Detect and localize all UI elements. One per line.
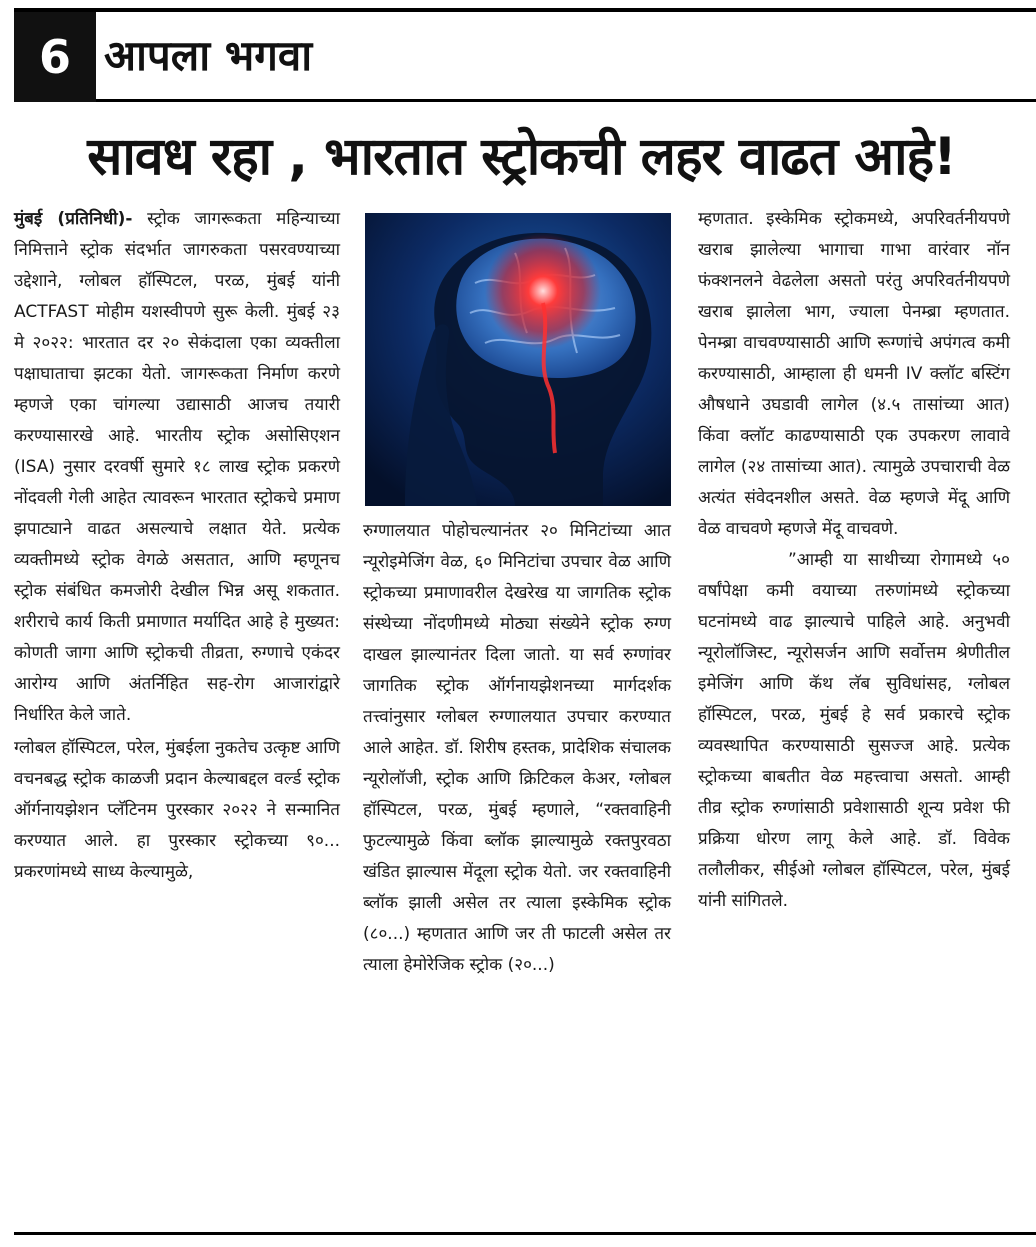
column3-paragraph-1: म्हणतात. इस्केमिक स्ट्रोकमध्ये, अपरिवर्तनीयपणे खराब झालेल्या भागाचा गाभा वारंवार नॉन फंक्शनलने वेढलेला असतो परंतु अपरिवर्तनीयपणे खराब झालेला भाग, ज्याला पेनम्ब्रा म्हणतात. पेनम्ब्रा वाचवण्यासाठी आणि रूग्णांचे अपंगत्व कमी करण्यासाठी, आम्हाला ही धमनी IV क्लॉट बस्टिंग औषधाने उघडावी लागेल (४.५ तासांच्या आत) किंवा क्लॉट काढण्यासाठी एक उपकरण लावावे लागेल (२४ तासांच्या आत). त्यामुळे उपचाराची वेळ अत्यंत संवेदनशील असते. वेळ म्हणजे मेंदू आणि वेळ वाचवणे म्हणजे मेंदू वाचवणे. [698, 209, 1010, 539]
article-column-1 [14, 204, 340, 888]
column1-paragraph-2: ग्लोबल हॉस्पिटल, परेल, मुंबईला नुकतेच उत्कृष्ट आणि वचनबद्ध स्ट्रोक काळजी प्रदान केल्याबद्दल वर्ल्ड स्ट्रोक ऑर्गनायझेशन प्लॅटिनम पुरस्कार २०२२ ने सन्मानित करण्यात आले. हा पुरस्कार स्ट्रोकच्या ९०... प्रकरणांमध्ये साध्य केल्यामुळे, [14, 738, 340, 882]
brain-stroke-image [365, 213, 671, 506]
bottom-rule [14, 1232, 1036, 1235]
column2-paragraph-1: रुग्णालयात पोहोचल्यानंतर २० मिनिटांच्या आत न्यूरोइमेजिंग वेळ, ६० मिनिटांचा उपचार वेळ आणि स्ट्रोकच्या प्रमाणावरील देखरेख या जागतिक स्ट्रोक संस्थेच्या नोंदणीमध्ये मोठ्या संख्येने स्ट्रोक रुग्ण दाखल झाल्यानंतर दिला जातो. या सर्व रुग्णांवर जागतिक स्ट्रोक ऑर्गनायझेशनच्या मार्गदर्शक तत्त्वांनुसार ग्लोबल रुग्णालयात उपचार करण्यात आले आहेत. डॉ. शिरीष हस्तक, प्रादेशिक संचालक न्यूरोलॉजी, स्ट्रोक आणि क्रिटिकल केअर, ग्लोबल हॉस्पिटल, परळ, मुंबई म्हणाले, “रक्तवाहिनी फुटल्यामुळे किंवा ब्लॉक झाल्यामुळे रक्तपुरवठा खंडित झाल्यास मेंदूला स्ट्रोक येतो. जर रक्तवाहिनी ब्लॉक झाली असेल तर त्याला इस्केमिक स्ट्रोक (८०...) म्हणतात आणि जर ती फाटली असेल तर त्याला हेमोरेजिक स्ट्रोक (२०...) [363, 521, 671, 975]
article-column-2 [363, 516, 671, 981]
dateline: मुंबई (प्रतिनिधी)- [14, 209, 133, 229]
top-rule [14, 8, 1036, 12]
column1-text-1: स्ट्रोक जागरूकता महिन्याच्या निमित्ताने स्ट्रोक संदर्भात जागरुकता पसरवण्याच्या उद्देशाने, ग्लोबल हॉस्पिटल, परळ, मुंबई यांनी ACTFAST मोहीम यशस्वीपणे सुरू केली. मुंबई २३ मे २०२२: भारतात दर २० सेकंदाला एका व्यक्तीला पक्षाघाताचा झटका येतो. जागरूकता निर्माण करणे म्हणजे एका चांगल्या उद्यासाठी आजच तयारी करण्यासारखे आहे. भारतीय स्ट्रोक असोसिएशन (ISA) नुसार दरवर्षी सुमारे १८ लाख स्ट्रोक प्रकरणे नोंदवली गेली आहेत त्यावरून भारतात स्ट्रोकचे प्रमाण झपाट्याने वाढत असल्याचे लक्षात येते. प्रत्येक व्यक्तीमध्ये स्ट्रोक वेगळे असतात, आणि म्हणूनच स्ट्रोक संबंधित कमजोरी देखील भिन्न असू शकतात. शरीराचे कार्य किती प्रमाणात मर्यादित आहे हे मुख्यत: कोणती जागा आणि स्ट्रोकची तीव्रता, रुग्णाचे एकंदर आरोग्य आणि अंतर्निहित सह-रोग आजारांद्वारे निर्धारित केले जाते. [14, 209, 340, 725]
section-name: आपला भगवा [104, 31, 313, 80]
article-column-3 [698, 204, 1010, 917]
page-number: 6 [14, 12, 96, 102]
column1-paragraph-1 [14, 204, 340, 731]
headline: सावध रहा , भारतात स्ट्रोकची लहर वाढत आहे! [87, 127, 956, 187]
column3-paragraph-2: ”आम्ही या साथीच्या रोगामध्ये ५० वर्षांपेक्षा कमी वयाच्या तरुणांमध्ये स्ट्रोकच्या घटनांमध्ये वाढ झाल्याचे पाहिले आहे. अनुभवी न्यूरोलॉजिस्ट, न्यूरोसर्जन आणि सर्वोत्तम श्रेणीतील इमेजिंग आणि कॅथ लॅब सुविधांसह, ग्लोबल हॉस्पिटल, परळ, मुंबई हे सर्व प्रकारचे स्ट्रोक व्यवस्थापित करण्यासाठी सुसज्ज आहे. प्रत्येक स्ट्रोकच्या बाबतीत वेळ महत्त्वाचा असतो. आम्ही तीव्र स्ट्रोक रुग्णांसाठी प्रवेशासाठी शून्य प्रवेश फी प्रक्रिया धोरण लागू केले आहे. डॉ. विवेक तलौलीकर, सीईओ ग्लोबल हॉस्पिटल, परेल, मुंबई यांनी सांगितले. [698, 550, 1010, 911]
brain-stroke-illustration [365, 213, 671, 506]
masthead-rule [96, 99, 1036, 102]
